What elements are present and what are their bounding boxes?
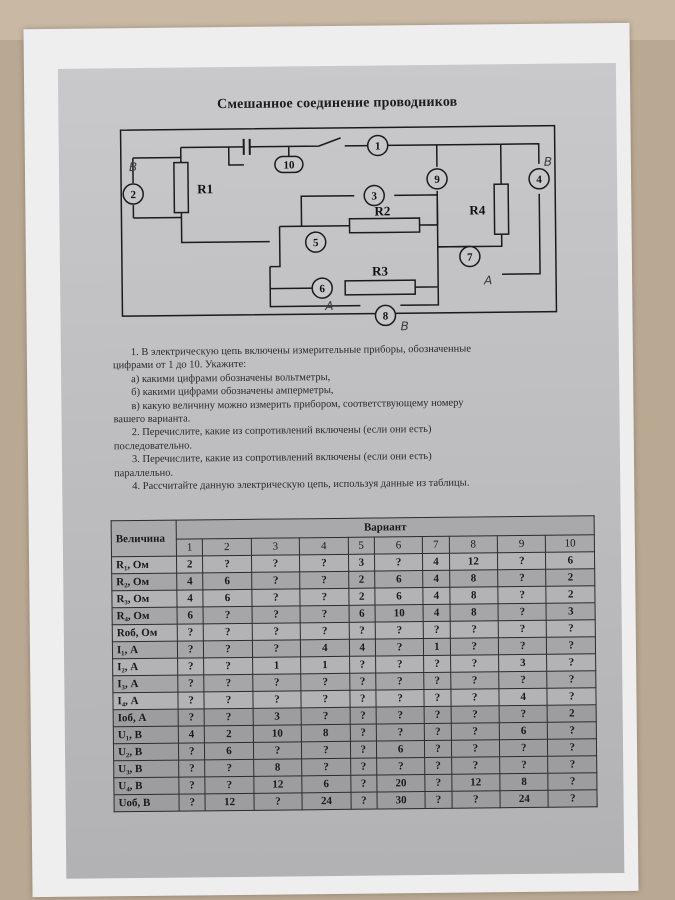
value-cell: 3 [499, 654, 548, 672]
quantity-cell: Iоб, А [113, 709, 178, 727]
meter-label: 6 [319, 283, 326, 296]
value-cell: ? [349, 656, 375, 673]
handwritten-mark: А [484, 273, 493, 288]
value-cell: ? [177, 641, 203, 658]
resistor-label: R4 [469, 202, 486, 218]
value-cell: ? [450, 621, 499, 639]
task-text: 3. Перечислите, какие из сопротивлений включены (если они есть) [131, 451, 432, 466]
table-row [114, 790, 597, 812]
circuit-diagram [119, 124, 561, 339]
handwritten-mark: В [128, 160, 138, 175]
value-cell: ? [498, 586, 547, 604]
value-cell: ? [376, 690, 425, 708]
value-cell: ? [450, 689, 499, 707]
value-cell: ? [178, 658, 204, 675]
value-cell: ? [204, 708, 253, 726]
value-cell: ? [498, 603, 547, 621]
value-cell: ? [548, 773, 597, 791]
variant-number: 8 [449, 536, 498, 554]
value-cell: 8 [449, 570, 498, 588]
value-cell: 8 [500, 773, 549, 791]
value-cell: ? [204, 657, 253, 675]
value-cell: 12 [254, 776, 303, 794]
paper-sheet [23, 23, 638, 897]
task-text: 4. Рассчитайте данную электрическую цепь, используя данные из таблицы. [132, 477, 470, 493]
header-quantity: Величина [111, 520, 176, 557]
value-cell: ? [548, 722, 597, 740]
value-cell: ? [451, 757, 500, 775]
value-cell: ? [547, 688, 596, 706]
value-cell: ? [376, 673, 425, 691]
value-cell: 4 [423, 570, 449, 587]
resistor-r4 [494, 184, 509, 234]
quantity-cell: U₂, В [113, 743, 178, 761]
value-cell: 8 [253, 759, 302, 777]
value-cell: ? [300, 571, 349, 589]
value-cell: ? [376, 758, 425, 776]
value-cell: ? [251, 555, 300, 573]
value-cell: ? [204, 640, 253, 658]
value-cell: 4 [423, 587, 449, 604]
value-cell: 6 [203, 572, 252, 590]
handwritten-mark: В [543, 154, 553, 169]
value-cell: ? [425, 791, 451, 808]
value-cell: ? [253, 691, 302, 709]
task-text: цифрами от 1 до 10. Укажите: [112, 359, 247, 372]
task-text: а) какими цифрами обозначены вольтметры, [131, 371, 331, 385]
meter-label: 2 [130, 189, 137, 202]
quantity-cell: I₃, А [113, 675, 178, 693]
quantity-cell: R₃, Ом [112, 590, 177, 608]
value-cell: 4 [499, 688, 548, 706]
value-cell: 24 [500, 790, 549, 808]
value-cell: 2 [205, 725, 254, 743]
value-cell: 8 [449, 587, 498, 605]
value-cell: ? [548, 790, 597, 808]
value-cell: 2 [548, 705, 597, 723]
value-cell: ? [300, 605, 349, 623]
value-cell: ? [499, 671, 548, 689]
variant-number: 3 [251, 538, 300, 556]
value-cell: 6 [375, 571, 424, 589]
quantity-cell: U₁, В [113, 726, 178, 744]
value-cell: 8 [301, 724, 350, 742]
value-cell: ? [498, 569, 547, 587]
value-cell: ? [498, 620, 547, 638]
value-cell: ? [205, 776, 254, 794]
value-cell: 6 [203, 589, 252, 607]
value-cell: 3 [253, 708, 302, 726]
value-cell: 4 [177, 590, 203, 607]
value-cell: ? [301, 707, 350, 725]
page-title: Смешанное соединение проводников [217, 94, 458, 113]
value-cell: 4 [423, 604, 449, 621]
value-cell: ? [205, 759, 254, 777]
value-cell: ? [450, 672, 499, 690]
quantity-cell: I₂, А [113, 658, 178, 676]
value-cell: 6 [349, 605, 375, 622]
value-cell: ? [350, 775, 376, 792]
circuit-frame [121, 126, 557, 317]
value-cell: ? [251, 572, 300, 590]
value-cell: ? [498, 637, 547, 655]
value-cell: ? [301, 690, 350, 708]
task-text: 2. Перечислите, какие из сопротивлений включены (если они есть) [131, 424, 432, 439]
meter-label: 1 [374, 140, 381, 153]
value-cell: ? [252, 623, 301, 641]
quantity-cell: U₃, В [114, 760, 179, 778]
value-cell: ? [451, 740, 500, 758]
value-cell: 3 [546, 603, 595, 621]
value-cell: 3 [348, 554, 374, 571]
value-cell: ? [375, 622, 424, 640]
variant-number: 9 [497, 535, 546, 553]
value-cell: ? [252, 640, 301, 658]
value-cell: ? [349, 673, 375, 690]
value-cell: ? [252, 674, 301, 692]
task-text: последовательно. [113, 440, 193, 453]
value-cell: 4 [301, 639, 350, 657]
value-cell: ? [450, 638, 499, 656]
value-cell: ? [179, 777, 205, 794]
value-cell: 12 [451, 774, 500, 792]
value-cell: ? [350, 741, 376, 758]
value-cell: ? [350, 707, 376, 724]
value-cell: 10 [253, 725, 302, 743]
value-cell: ? [547, 637, 596, 655]
resistor-r3 [345, 280, 415, 295]
value-cell: 24 [302, 792, 351, 810]
header-variant: Вариант [176, 516, 594, 539]
meter-label: 8 [382, 310, 389, 323]
value-cell: ? [178, 675, 204, 692]
value-cell: ? [349, 622, 375, 639]
printed-page [58, 63, 624, 879]
value-cell: ? [204, 691, 253, 709]
value-cell: 20 [377, 775, 426, 793]
value-cell: 6 [302, 775, 351, 793]
task-text: параллельно. [114, 467, 174, 479]
value-cell: 2 [348, 588, 374, 605]
quantity-cell: R₂, Ом [112, 573, 177, 591]
variant-number: 6 [374, 537, 423, 555]
value-cell: 6 [499, 722, 548, 740]
meter-label: 9 [434, 173, 440, 186]
value-cell: ? [425, 774, 451, 791]
value-cell: ? [424, 672, 450, 689]
meter-label: 4 [536, 173, 542, 186]
handwritten-mark: В [400, 319, 409, 334]
meter-label: 3 [371, 190, 378, 203]
value-cell: ? [300, 554, 349, 572]
value-cell: ? [499, 705, 548, 723]
data-table [111, 515, 598, 812]
value-cell: 6 [375, 588, 424, 606]
value-cell: ? [254, 793, 303, 811]
value-cell: ? [302, 758, 351, 776]
value-cell: ? [203, 623, 252, 641]
value-cell: 2 [348, 571, 374, 588]
value-cell: ? [425, 723, 451, 740]
value-cell: 2 [176, 556, 202, 573]
resistor-label: R3 [371, 263, 388, 279]
quantity-cell: U₄, В [114, 777, 179, 795]
value-cell: ? [547, 654, 596, 672]
handwritten-mark: А [325, 298, 334, 314]
value-cell: 10 [375, 605, 424, 623]
value-cell: ? [547, 620, 596, 638]
value-cell: ? [499, 739, 548, 757]
value-cell: 2 [546, 569, 595, 587]
value-cell: ? [376, 707, 425, 725]
value-cell: ? [424, 706, 450, 723]
value-cell: ? [253, 742, 302, 760]
value-cell: ? [203, 606, 252, 624]
value-cell: ? [178, 692, 204, 709]
value-cell: 4 [178, 726, 204, 743]
value-cell: ? [500, 756, 549, 774]
value-cell: ? [302, 741, 351, 759]
task-text: вашего варианта. [113, 413, 191, 426]
value-cell: ? [203, 555, 252, 573]
value-cell: 4 [349, 639, 375, 656]
value-cell: ? [204, 674, 253, 692]
task-text: 1. В электрическую цепь включены измерительные приборы, обозначенные [130, 343, 472, 359]
meter-label: 7 [467, 251, 473, 264]
quantity-cell: I₁, А [112, 641, 177, 659]
value-cell: 8 [450, 604, 499, 622]
value-cell: 30 [377, 792, 426, 810]
task-text: б) какими цифрами обозначены амперметры, [131, 385, 334, 399]
value-cell: 2 [546, 586, 595, 604]
value-cell: 6 [546, 552, 595, 570]
meter-label: 10 [283, 159, 295, 172]
quantity-cell: Uоб, В [114, 794, 179, 812]
value-cell: 6 [205, 742, 254, 760]
resistor-r2 [349, 218, 419, 233]
variant-number: 5 [348, 537, 374, 554]
variant-number: 1 [176, 539, 202, 556]
value-cell: ? [425, 757, 451, 774]
value-cell: ? [374, 554, 423, 572]
value-cell: ? [351, 792, 377, 809]
value-cell: ? [450, 655, 499, 673]
value-cell: ? [177, 624, 203, 641]
resistor-label: R2 [374, 203, 391, 219]
task-text: в) какую величину можно измерить прибором, соответствующему номеру [131, 397, 464, 412]
value-cell: 12 [449, 553, 498, 571]
value-cell: ? [548, 739, 597, 757]
value-cell: ? [179, 760, 205, 777]
meter-label: 5 [312, 237, 319, 250]
value-cell: ? [300, 622, 349, 640]
value-cell: 4 [177, 573, 203, 590]
variant-number: 7 [423, 536, 449, 553]
quantity-cell: Rоб, Ом [112, 624, 177, 642]
value-cell: ? [452, 791, 501, 809]
value-cell: ? [451, 706, 500, 724]
value-cell: ? [252, 589, 301, 607]
value-cell: ? [376, 724, 425, 742]
capacitor-symbol [244, 139, 250, 155]
value-cell: ? [178, 709, 204, 726]
value-cell: ? [424, 689, 450, 706]
value-cell: 1 [424, 638, 450, 655]
value-cell: ? [451, 723, 500, 741]
value-cell: 6 [376, 741, 425, 759]
value-cell: ? [350, 758, 376, 775]
value-cell: 12 [205, 793, 254, 811]
value-cell: ? [252, 606, 301, 624]
value-cell: ? [300, 588, 349, 606]
value-cell: ? [179, 794, 205, 811]
value-cell: ? [178, 743, 204, 760]
value-cell: ? [424, 655, 450, 672]
value-cell: ? [350, 690, 376, 707]
quantity-cell: I₄, А [113, 692, 178, 710]
task-list [113, 341, 585, 493]
value-cell: ? [350, 724, 376, 741]
resistor-r1 [174, 162, 189, 212]
value-cell: 1 [252, 657, 301, 675]
resistor-label: R1 [197, 181, 214, 197]
value-cell: ? [301, 673, 350, 691]
value-cell: ? [375, 639, 424, 657]
value-cell: 6 [177, 607, 203, 624]
value-cell: ? [548, 756, 597, 774]
value-cell: ? [424, 621, 450, 638]
value-cell: ? [375, 656, 424, 674]
variant-number: 2 [203, 538, 252, 556]
value-cell: ? [497, 552, 546, 570]
quantity-cell: R₁, Ом [112, 556, 177, 574]
quantity-cell: R₄, Ом [112, 607, 177, 625]
value-cell: ? [547, 671, 596, 689]
value-cell: ? [425, 740, 451, 757]
value-cell: 1 [301, 656, 350, 674]
variant-number: 10 [546, 535, 595, 553]
variant-number: 4 [299, 537, 348, 555]
value-cell: 4 [423, 553, 449, 570]
